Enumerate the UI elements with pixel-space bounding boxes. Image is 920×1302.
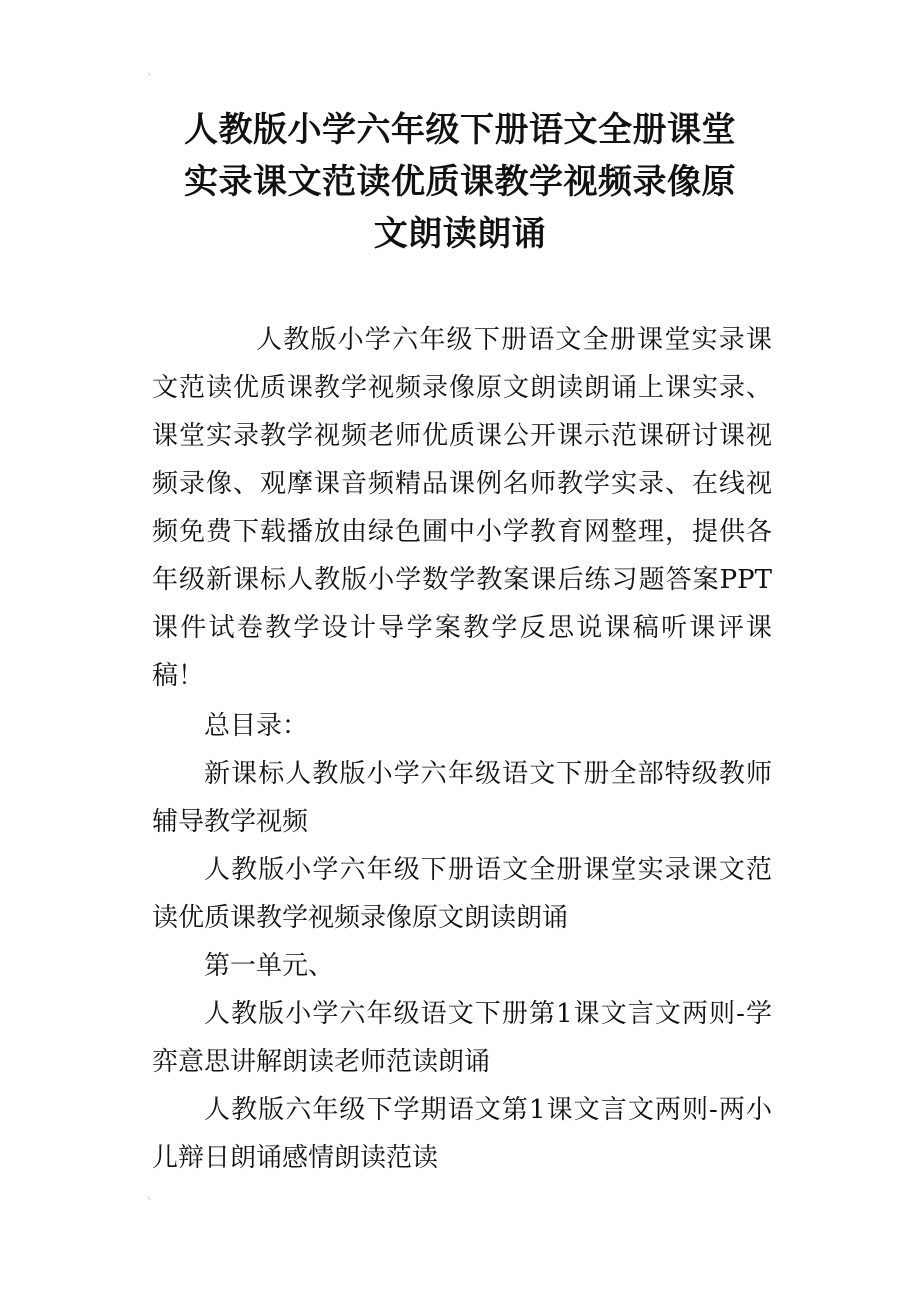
title-line-2: 实录课文范读优质课教学视频录像原	[184, 162, 736, 202]
intro-paragraph: 人教版小学六年级下册语文全册课堂实录课文范读优质课教学视频录像原文朗读朗诵上课实录、课堂实录教学视频老师优质课公开课示范课研讨课视频录像、观摩课音频精品课例名师教学实录、在线视频免费下载播放由绿色圃中小学教育网整理，提供各年级新课标人教版小学数学教案课后练习题答案PPT课件试卷教学设计导学案教学反思说课稿听课评课稿！	[152, 325, 772, 691]
corner-crop-mark-top: ⸜	[147, 68, 152, 78]
toc-label: 总目录：	[204, 711, 309, 741]
toc-item: 人教版小学六年级下册语文全册课堂实录课文范读优质课教学视频录像原文朗读朗诵	[152, 855, 772, 933]
section-heading: 第一单元、	[204, 951, 335, 981]
toc-item: 人教版六年级下学期语文第1课文言文两则-两小儿辩日朗诵感情朗读范读	[152, 1095, 772, 1173]
toc-item: 新课标人教版小学六年级语文下册全部特级教师辅导教学视频	[152, 759, 772, 837]
document-title	[120, 104, 800, 260]
title-line-3: 文朗读朗诵	[373, 214, 547, 254]
toc-item: 人教版小学六年级语文下册第1课文言文两则-学弈意思讲解朗读老师范读朗诵	[152, 999, 772, 1077]
corner-crop-mark-bottom: ⸜	[147, 1192, 152, 1202]
title-line-1: 人教版小学六年级下册语文全册课堂	[184, 110, 736, 150]
document-body	[152, 316, 772, 1182]
